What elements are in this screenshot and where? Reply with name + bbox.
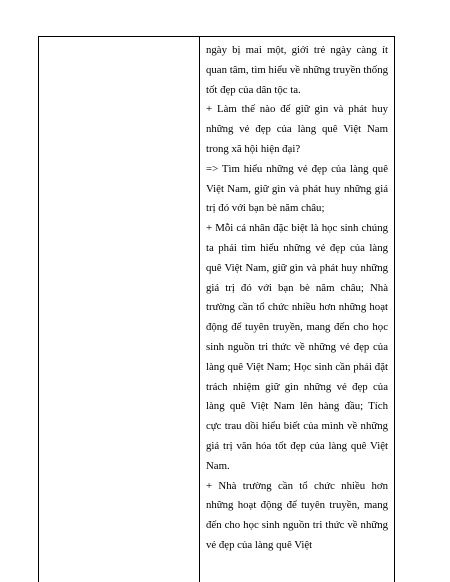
paragraph: => Tìm hiểu những vẻ đẹp của làng quê Việt Nam, giữ gìn và phát huy những giá trị đó với bạn bè năm châu; — [206, 162, 388, 215]
document-table — [38, 36, 395, 582]
left-column-cell — [39, 37, 199, 582]
paragraph: + Mỗi cá nhân đặc biệt là học sinh chúng ta phải tìm hiểu những vẻ đẹp của làng quê Việt Nam, giữ gìn và phát huy những giá trị đó với bạn bè năm châu; Nhà trường cần tổ chức nhiều hơn những hoạt động để tuyên truyền, mang đến cho học sinh nguồn tri thức về những vẻ đẹp của làng quê Việt Nam; Học sinh cần phải đặt trách nhiệm giữ gìn những vẻ đẹp của làng quê Việt Nam lên hàng đầu; Tích cực trau dồi hiểu biết của mình về những giá trị văn hóa tốt đẹp của làng quê Việt Nam. — [206, 222, 388, 472]
column-divider — [199, 37, 200, 582]
paragraph: + Làm thế nào để giữ gìn và phát huy những vẻ đẹp của làng quê Việt Nam trong xã hội hiện đại? — [206, 103, 388, 155]
paragraph: + Nhà trường cần tổ chức nhiều hơn những hoạt động để tuyên truyền, mang đến cho học sinh nguồn tri thức về những vẻ đẹp của làng quê Việt — [206, 479, 388, 551]
paragraph: ngày bị mai một, giới trẻ ngày càng ít quan tâm, tìm hiểu về những truyền thống tốt đẹp của dân tộc ta. — [206, 44, 388, 96]
right-column-cell — [206, 41, 388, 556]
